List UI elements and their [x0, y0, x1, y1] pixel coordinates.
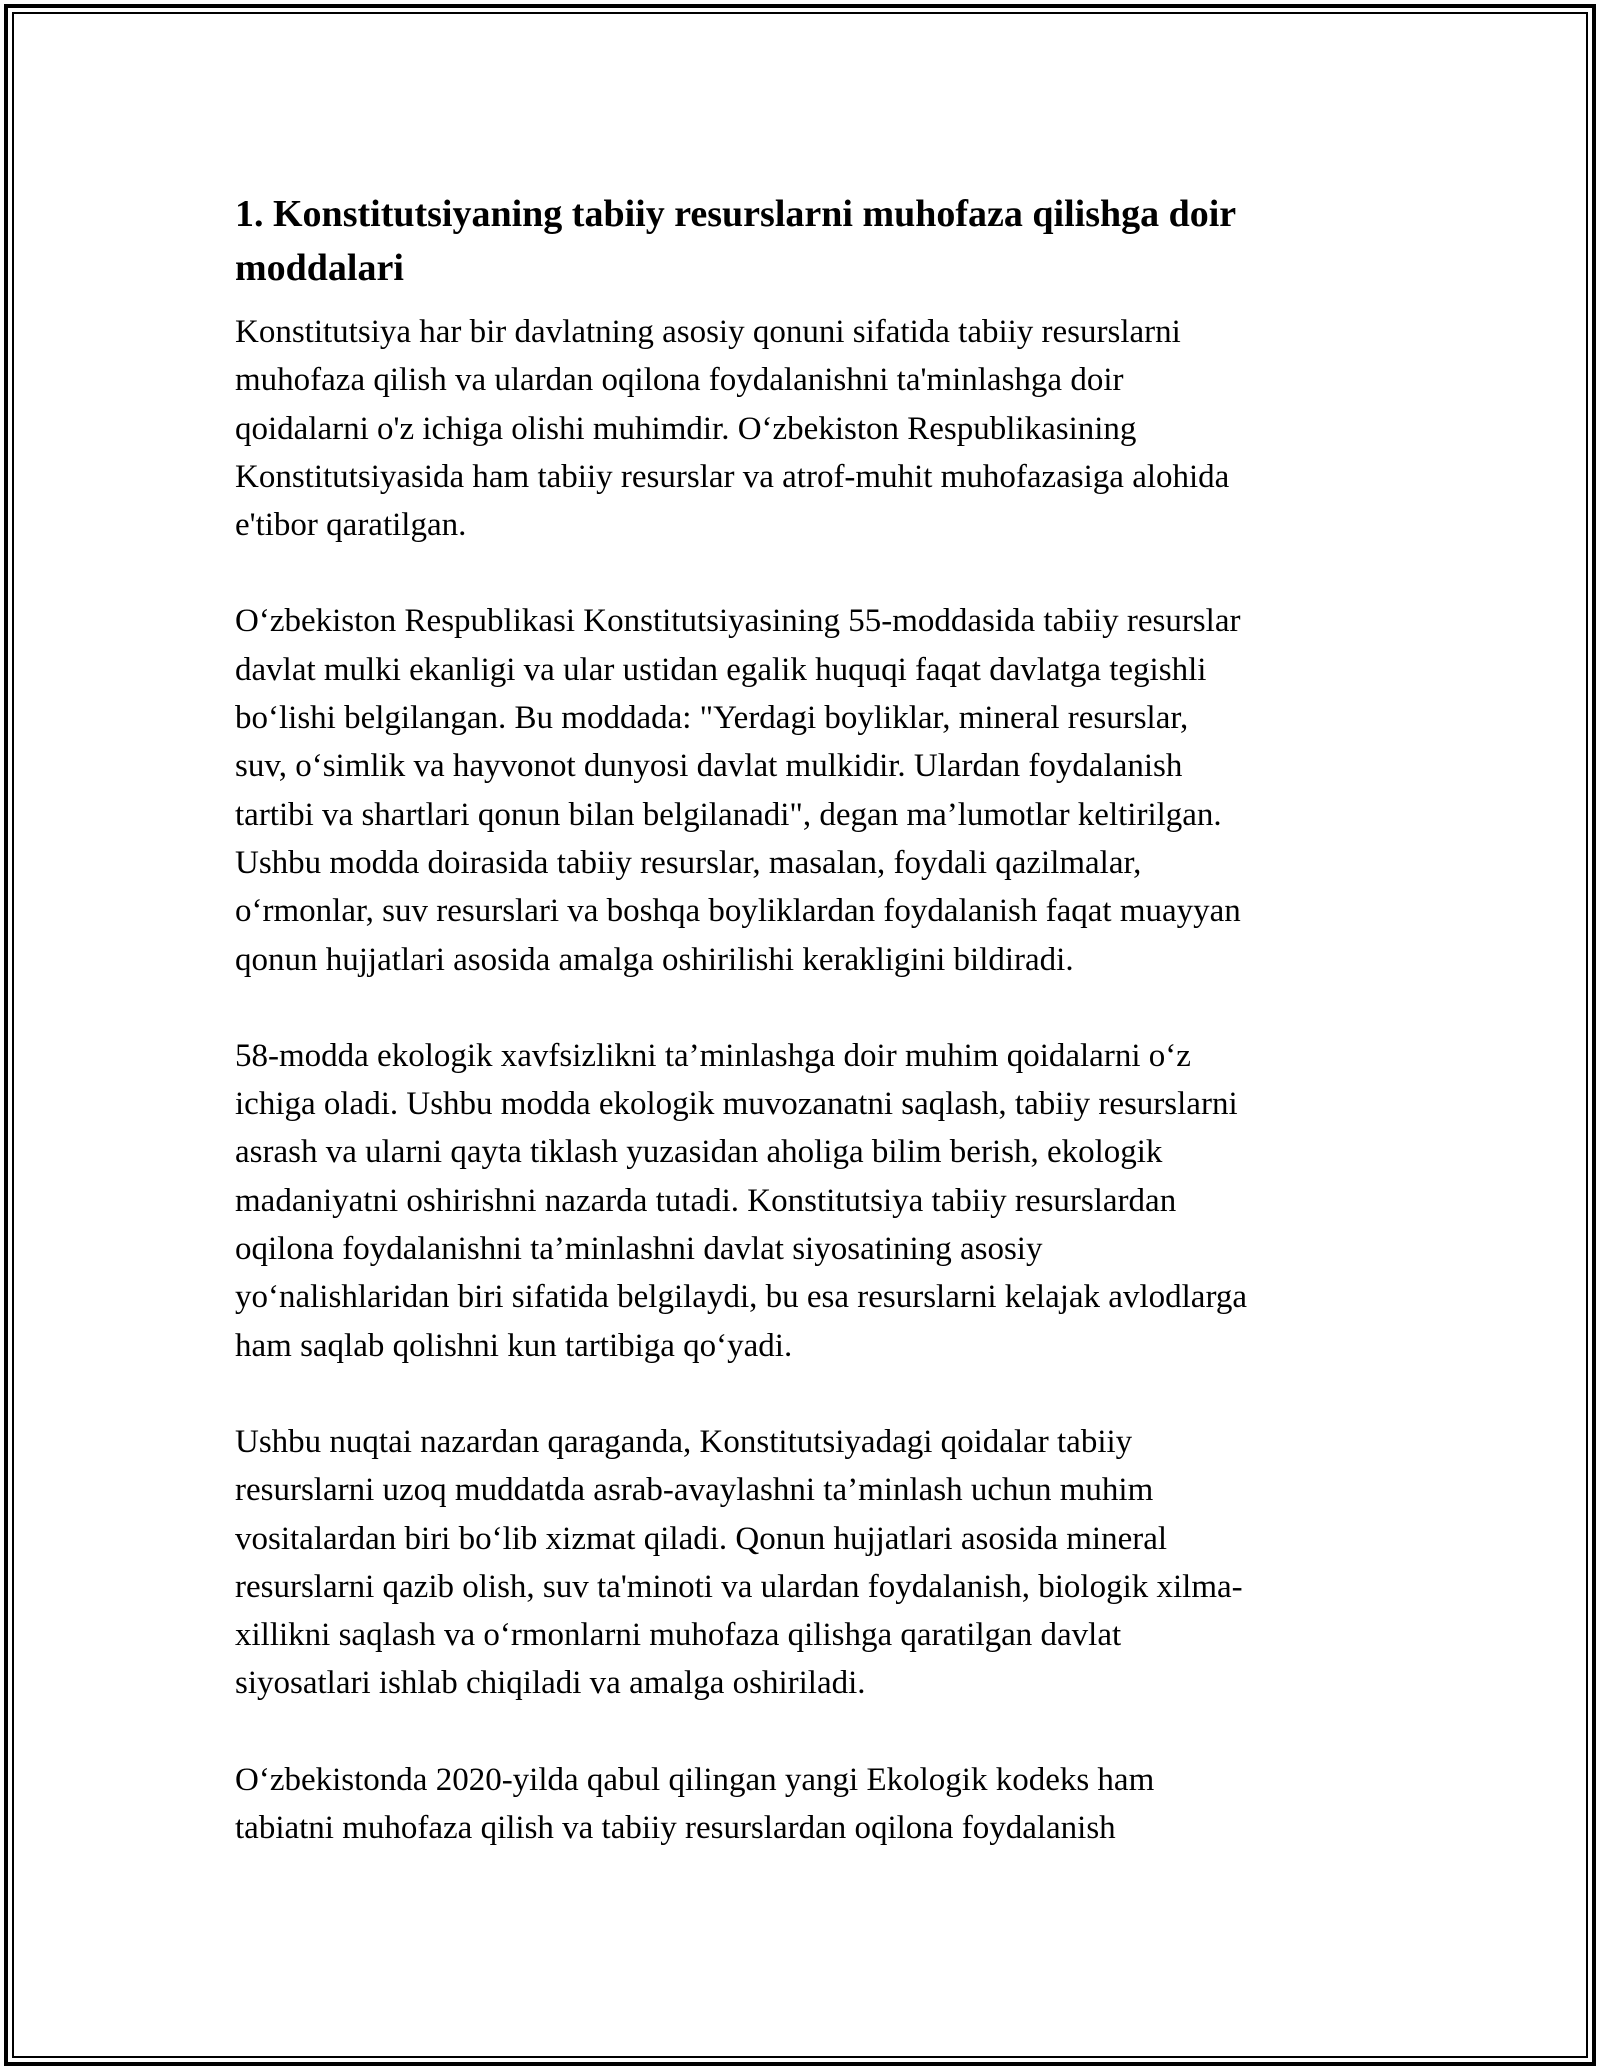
paragraph-conclusion: Ushbu nuqtai nazardan qaraganda, Konstitutsiyadagi qoidalar tabiiy resurslarni uzoq muddatda asrab-avaylashni ta’minlash uchun muhim vositalardan biri bo‘lib xizmat qiladi. Qonun hujjatlari asosida mineral resurslarni qazib olish, suv ta'minoti va ulardan foydalanish, biologik xilma- xillikni saqlash va o‘rmonlarni muhofaza qilishga qaratilgan davlat siyosatlari ishlab chiqiladi va amalga oshiriladi.: [235, 1423, 1243, 1702]
section-heading: 1. Konstitutsiyaning tabiiy resurslarni muhofaza qilishga doir moddalari: [235, 193, 1237, 289]
paragraph-ecological-code: O‘zbekistonda 2020-yilda qabul qilingan yangi Ekologik kodeks ham tabiatni muhofaza qilish va tabiiy resurslardan oqilona foydalanish: [235, 1761, 1155, 1847]
document-body: [235, 187, 1365, 1852]
paragraph-article-58: 58-modda ekologik xavfsizlikni ta’minlashga doir muhim qoidalarni o‘z ichiga oladi. Ushbu modda ekologik muvozanatni saqlash, tabiiy resurslarni asrash va ularni qayta tiklash yuzasidan aholiga bilim berish, ekologik madaniyatni oshirishni nazarda tutadi. Konstitutsiya tabiiy resurslardan oqilona foydalanishni ta’minlashni davlat siyosatining asosiy yo‘nalishlaridan biri sifatida belgilaydi, bu esa resurslarni kelajak avlodlarga ham saqlab qolishni kun tartibiga qo‘yadi.: [235, 1037, 1247, 1364]
paragraph-intro: Konstitutsiya har bir davlatning asosiy qonuni sifatida tabiiy resurslarni muhofaza qilish va ulardan oqilona foydalanishni ta'minlashga doir qoidalarni o'z ichiga olishi muhimdir. O‘zbekiston Respublikasining Konstitutsiyasida ham tabiiy resurslar va atrof-muhit muhofazasiga alohida e'tibor qaratilgan.: [235, 314, 1230, 544]
paragraph-article-55: O‘zbekiston Respublikasi Konstitutsiyasining 55-moddasida tabiiy resurslar davlat mulki ekanligi va ular ustidan egalik huquqi faqat davlatga tegishli bo‘lishi belgilangan. Bu moddada: "Yerdagi boyliklar, mineral resurslar, suv, o‘simlik va hayvonot dunyosi davlat mulkidir. Ulardan foydalanish tartibi va shartlari qonun bilan belgilanadi", degan ma’lumotlar keltirilgan. Ushbu modda doirasida tabiiy resurslar, masalan, foydali qazilmalar, o‘rmonlar, suv resurslari va boshqa boyliklardan foydalanish faqat muayyan qonun hujjatlari asosida amalga oshirilishi kerakligini bildiradi.: [235, 603, 1241, 978]
